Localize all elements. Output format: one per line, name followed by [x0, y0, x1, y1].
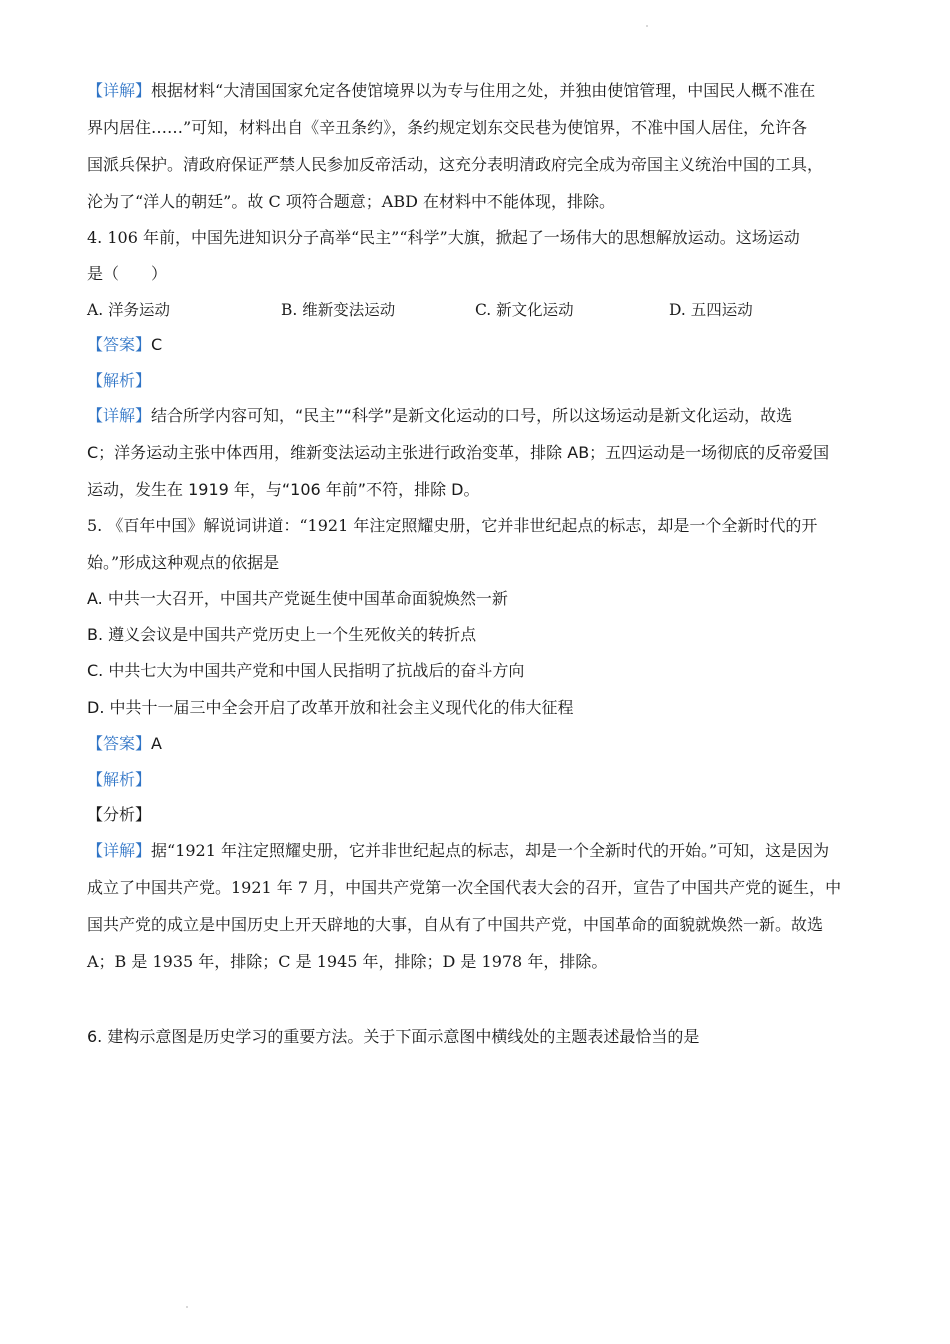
- q4-detail-text-1: 结合所学内容可知，“民主”“科学”是新文化运动的口号，所以这场运动是新文化运动，故选: [151, 406, 793, 425]
- q5-fenxi-label: 【分析】: [87, 805, 152, 824]
- q4-answer-label: 【答案】: [87, 335, 152, 354]
- q4-option-a: A. 洋务运动: [87, 301, 171, 319]
- scan-speck: [646, 25, 648, 27]
- q5-answer-label: 【答案】: [87, 734, 152, 753]
- q5-option-c: C. 中共七大为中国共产党和中国人民指明了抗战后的奋斗方向: [87, 661, 525, 680]
- q5-option-a: A. 中共一大召开，中国共产党诞生使中国革命面貌焕然一新: [87, 589, 508, 608]
- scan-speck: [186, 1306, 188, 1308]
- q5-answer-value: A: [151, 734, 162, 753]
- q4-detail-line-2: C；洋务运动主张中体西用，维新变法运动主张进行政治变革，排除 AB；五四运动是一场彻底的反帝爱国: [87, 443, 830, 462]
- q4-answer-value: C: [151, 335, 163, 354]
- q5-analysis-label: 【解析】: [87, 770, 152, 789]
- q5-answer-line: [87, 733, 877, 755]
- q6-stem: 6. 建构示意图是历史学习的重要方法。关于下面示意图中横线处的主题表述最恰当的是: [87, 1027, 700, 1046]
- q5-detail-line-2: 成立了中国共产党。1921 年 7 月，中国共产党第一次全国代表大会的召开，宣告了中国共产党的诞生，中: [87, 878, 842, 897]
- q4-detail-line-3: 运动，发生在 1919 年，与“106 年前”不符，排除 D。: [87, 480, 480, 499]
- q4-stem-line-1: 4. 106 年前，中国先进知识分子高举“民主”“科学”大旗，掀起了一场伟大的思想解放运动。这场运动: [87, 228, 800, 247]
- q5-stem-line-2: 始。”形成这种观点的依据是: [87, 553, 280, 572]
- q4-answer-line: [87, 334, 877, 356]
- q5-detail-line-4: A；B 是 1935 年，排除；C 是 1945 年，排除；D 是 1978 年，排除。: [87, 952, 608, 971]
- q3-detail-line-4: 沦为了“洋人的朝廷”。故 C 项符合题意；ABD 在材料中不能体现，排除。: [87, 192, 616, 211]
- q4-detail-label: 【详解】: [87, 406, 152, 425]
- q4-stem-line-2: 是（ ）: [87, 264, 168, 283]
- q4-option-b: B. 维新变法运动: [281, 301, 396, 319]
- q4-analysis-label: 【解析】: [87, 371, 152, 390]
- q4-detail-line-1: [87, 405, 877, 427]
- q4-option-d: D. 五四运动: [669, 301, 753, 319]
- q3-detail-line-1: [87, 80, 877, 102]
- q5-stem-line-1: 5. 《百年中国》解说词讲道：“1921 年注定照耀史册，它并非世纪起点的标志，却是一个全新时代的开: [87, 516, 818, 535]
- q5-detail-label: 【详解】: [87, 841, 152, 860]
- q5-detail-line-1: [87, 840, 877, 862]
- q5-option-d: D. 中共十一届三中全会开启了改革开放和社会主义现代化的伟大征程: [87, 698, 574, 717]
- q5-detail-line-3: 国共产党的成立是中国历史上开天辟地的大事，自从有了中国共产党，中国革命的面貌就焕然一新。故选: [87, 915, 824, 934]
- q5-option-b: B. 遵义会议是中国共产党历史上一个生死攸关的转折点: [87, 625, 477, 644]
- q3-detail-line-2: 界内居住……”可知，材料出自《辛丑条约》，条约规定划东交民巷为使馆界，不准中国人居住，允许各: [87, 118, 808, 137]
- q3-detail-line-3: 国派兵保护。清政府保证严禁人民参加反帝活动，这充分表明清政府完全成为帝国主义统治中国的工具，: [87, 155, 824, 174]
- q5-detail-text-1: 据“1921 年注定照耀史册，它并非世纪起点的标志，却是一个全新时代的开始。”可知，这是因为: [151, 841, 830, 860]
- q3-detail-text-1: 根据材料“大清国国家允定各使馆境界以为专与住用之处，并独由使馆管理，中国民人概不准在: [151, 81, 816, 100]
- q4-option-c: C. 新文化运动: [475, 301, 574, 319]
- q3-detail-label: 【详解】: [87, 81, 152, 100]
